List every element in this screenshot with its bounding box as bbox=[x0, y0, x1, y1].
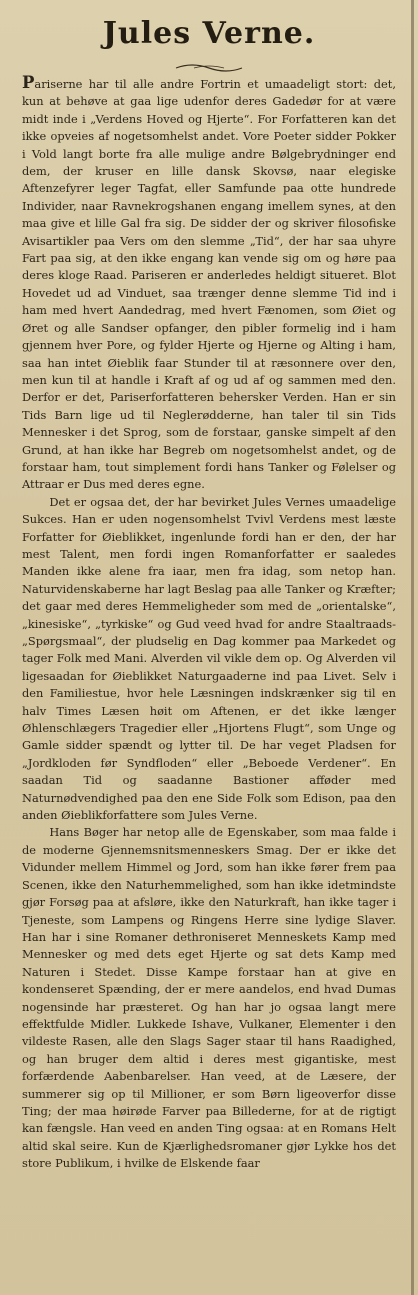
paragraph-text: ariserne har til alle andre Fortrin et umaadeligt stort: det, kun at behøve at gaa lige udenfor deres Gadedør for at være midt inde i „Verdens Hoved og Hjerte“. For Forfatteren kan det ikke opveies af nogetsomhelst andet. Vore Poeter sidder Pokker i Vold langt borte fra alle mulige andre Bølgebrydninger end dem, der kruser en lille dansk Skovsø, naar elegiske Aftenzefyrer leger Tagfat, eller Samfunde paa otte hundrede Individer, naar Ravnekrogshanen engang imellem synes, at den maa give et lille Gal fra sig. De sidder der og skriver filosofiske Avisartikler paa Vers om den slemme „Tid“, der har saa uhyre Fart paa sig, at den ikke engang kan vende sig om og høre paa deres kloge Raad. Pariseren er anderledes heldigt situeret. Blot Hovedet ud ad Vinduet, saa trænger denne slemme Tid ind i ham med hvert Aandedrag, med hvert Fænomen, som Øiet og Øret og alle Sandser opfanger, den pibler formelig ind i ham gjennem hver Pore, og fylder Hjerte og Hjerne og Alting i ham, saa han intet Øieblik faar Stunder til at ræsonnere over den, men kun til at handle i Kraft af og ud af og sammen med den. Derfor er det, Pariserforfatteren behersker Verden. Han er sin Tids Barn lige ud til Neglerødderne, han taler til sin Tids Mennesker i det Sprog, som de forstaar, ganske simpelt af den Grund, at han ikke har Begreb om nogetsomhelst andet, og de forstaar ham, tout simplement fordi hans Tanker og Følelser og Attraar er Dus med deres egne. bbox=[22, 77, 396, 492]
paragraph-2 bbox=[22, 494, 396, 825]
column-rule bbox=[411, 0, 414, 1295]
paragraph-3 bbox=[22, 824, 396, 1172]
title-ornament-icon bbox=[174, 62, 244, 74]
paragraph-text: Hans Bøger har netop alle de Egenskaber, som maa falde i de moderne Gjennemsnitsmenneskers Smag. Der er ikke det Vidunder mellem Himmel og Jord, som han ikke fører frem paa Scenen, ikke den Naturhemmelighed, som han ikke idetmindste gjør Forsøg paa at afsløre, ikke den Naturkraft, han ikke tager i Tjeneste, som Lampens og Ringens Herre sine lydige Slaver. Han har i sine Romaner dethroniseret Menneskets Kamp med Mennesker og med dets eget Hjerte og sat dets Kamp med Naturen i Stedet. Disse Kampe forstaar han at give en kondenseret Spænding, der er mere aandelos, end hvad Dumas nogensinde har præsteret. Og han har jo ogsaa langt mere effektfulde Midler. Lukkede Ishave, Vulkaner, Elementer i den vildeste Rasen, alle den Slags Sager staar til hans Raadighed, og han bruger dem altid i deres mest gigantiske, mest forfærdende Aabenbarelser. Han veed, at de Læsere, der summerer sig op til Millioner, er som Børn ligeoverfor disse Ting; der maa høirøde Farver paa Billederne, for at de rigtigt kan fængsle. Han veed en anden Ting ogsaa: at en Romans Helt altid skal seire. Kun de Kjærlighedsromaner gjør Lykke hos det store Publikum, i hvilke de Elskende faar bbox=[22, 825, 396, 1171]
paragraph-1 bbox=[22, 74, 396, 494]
article-title: Jules Verne. bbox=[102, 16, 316, 51]
paragraph-text: Det er ogsaa det, der har bevirket Jules Vernes umaadelige Sukces. Han er uden nogensomhelst Tvivl Verdens mest læste Forfatter for Øieblikket, ingenlunde fordi han er den, der har mest Talent, men fordi ingen Romanforfatter er saaledes Manden ikke alene fra iaar, men fra idag, som netop han. Naturvidenskaberne har lagt Beslag paa alle Tanker og Kræfter; det gaar med deres Hemmeligheder som med de „orientalske“, „kinesiske“, „tyrkiske“ og Gud veed hvad for andre Staaltraads-„Spørgsmaal“, der pludselig en Dag kommer paa Markedet og tager Folk med Mani. Alverden vil vikle dem op. Og Alverden vil ligesaadan for Øieblikket Naturgaaderne ind paa Livet. Selv i den Familiestue, hvor hele Læsningen indskrænker sig til en halv Times Læsen høit om Aftenen, er det ikke længer Øhlenschlægers Tragedier eller „Hjortens Flugt“, som Unge og Gamle sidder spændt og lytter til. De har veget Pladsen for „Jordkloden før Syndfloden“ eller „Beboede Verdener“. En saadan Tid og saadanne Bastioner afføder med Naturnødvendighed paa den ene Side Folk som Edison, paa den anden Øieblikforfattere som Jules Verne. bbox=[22, 494, 396, 823]
article-body bbox=[22, 74, 396, 1173]
drop-cap: P bbox=[22, 72, 35, 92]
